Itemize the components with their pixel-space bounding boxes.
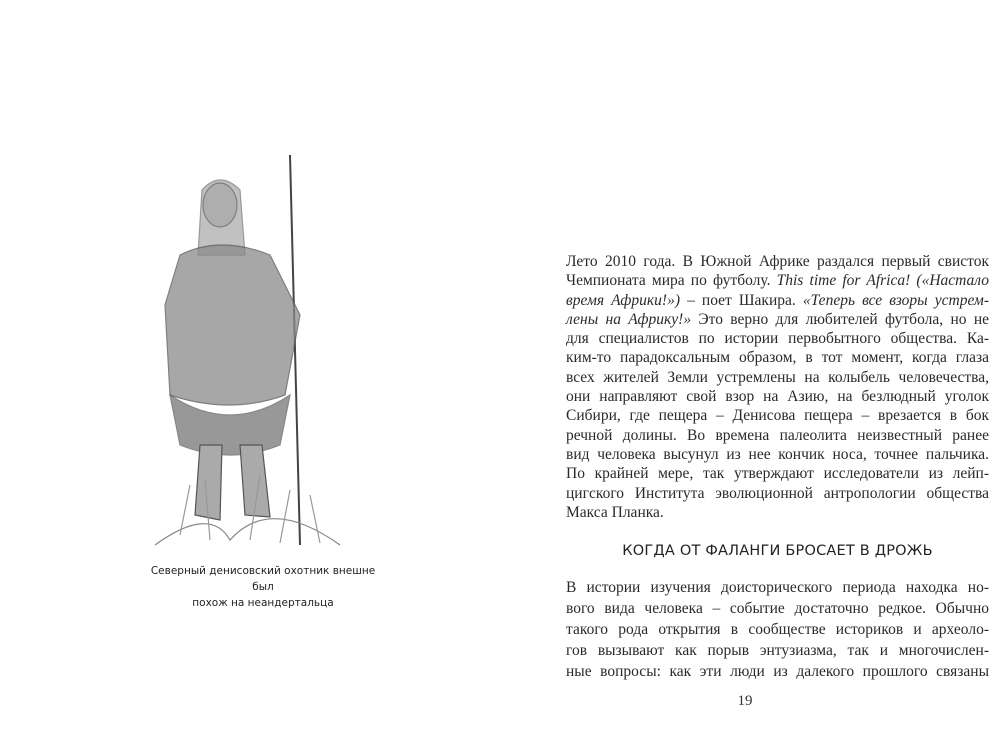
text-line: Чемпионата мира по футболу. This time for Africa! («Настало: [566, 272, 989, 290]
caption-line: Северный денисовский охотник внешне был: [150, 565, 376, 593]
paragraph-section: [566, 577, 989, 682]
text-line: вид человека высунул из нее кончик носа, точнее пальчика.: [566, 445, 989, 463]
text-line: лены на Африку!» Это верно для любителей футбола, но не: [566, 310, 989, 328]
text-line: гов вызывают как порыв энтузиазма, так и многочислен-: [566, 642, 989, 659]
text-line: всех жителей Земли устремлены на колыбель человечества,: [566, 368, 989, 386]
left-page: [0, 0, 500, 751]
text-line: они направляют свой взор на Азию, на безлюдный уголок: [566, 388, 989, 406]
text-line: для специалистов по истории первобытного общества. Ка-: [566, 330, 989, 348]
illustration-caption: [140, 563, 386, 611]
section-heading: КОГДА ОТ ФАЛАНГИ БРОСАЕТ В ДРОЖЬ: [622, 543, 933, 559]
text-line: Сибири, где пещера – Денисова пещера – врезается в бок: [566, 407, 989, 425]
right-page: [500, 0, 1001, 751]
text-line: вого вида человека – событие достаточно редкое. Обычно: [566, 600, 989, 617]
text-line: Лето 2010 года. В Южной Африке раздался первый свисток: [566, 253, 989, 270]
page-number: 19: [737, 693, 753, 709]
text-line: Макса Планка.: [566, 503, 664, 521]
paragraph-intro: [566, 252, 989, 522]
text-line: В истории изучения доисторического периода находка но-: [566, 579, 989, 596]
denisovan-hunter-illustration: [150, 145, 380, 550]
text-line: По крайней мере, так утверждают исследователи из лейп-: [566, 465, 989, 483]
text-line: такого рода открытия в сообществе историков и археоло-: [566, 621, 989, 638]
text-line: ким-то парадоксальным образом, в тот момент, когда глаза: [566, 349, 989, 367]
text-line: речной долины. Во времена палеолита неизвестный ранее: [566, 426, 989, 444]
text-line: ные вопросы: как эти люди из далекого прошлого связаны: [566, 663, 989, 680]
caption-line: похож на неандертальца: [192, 597, 334, 609]
text-line: время Африки!») – поет Шакира. «Теперь все взоры устрем-: [566, 291, 989, 309]
text-line: цигского Института эволюционной антропологии общества: [566, 484, 989, 502]
